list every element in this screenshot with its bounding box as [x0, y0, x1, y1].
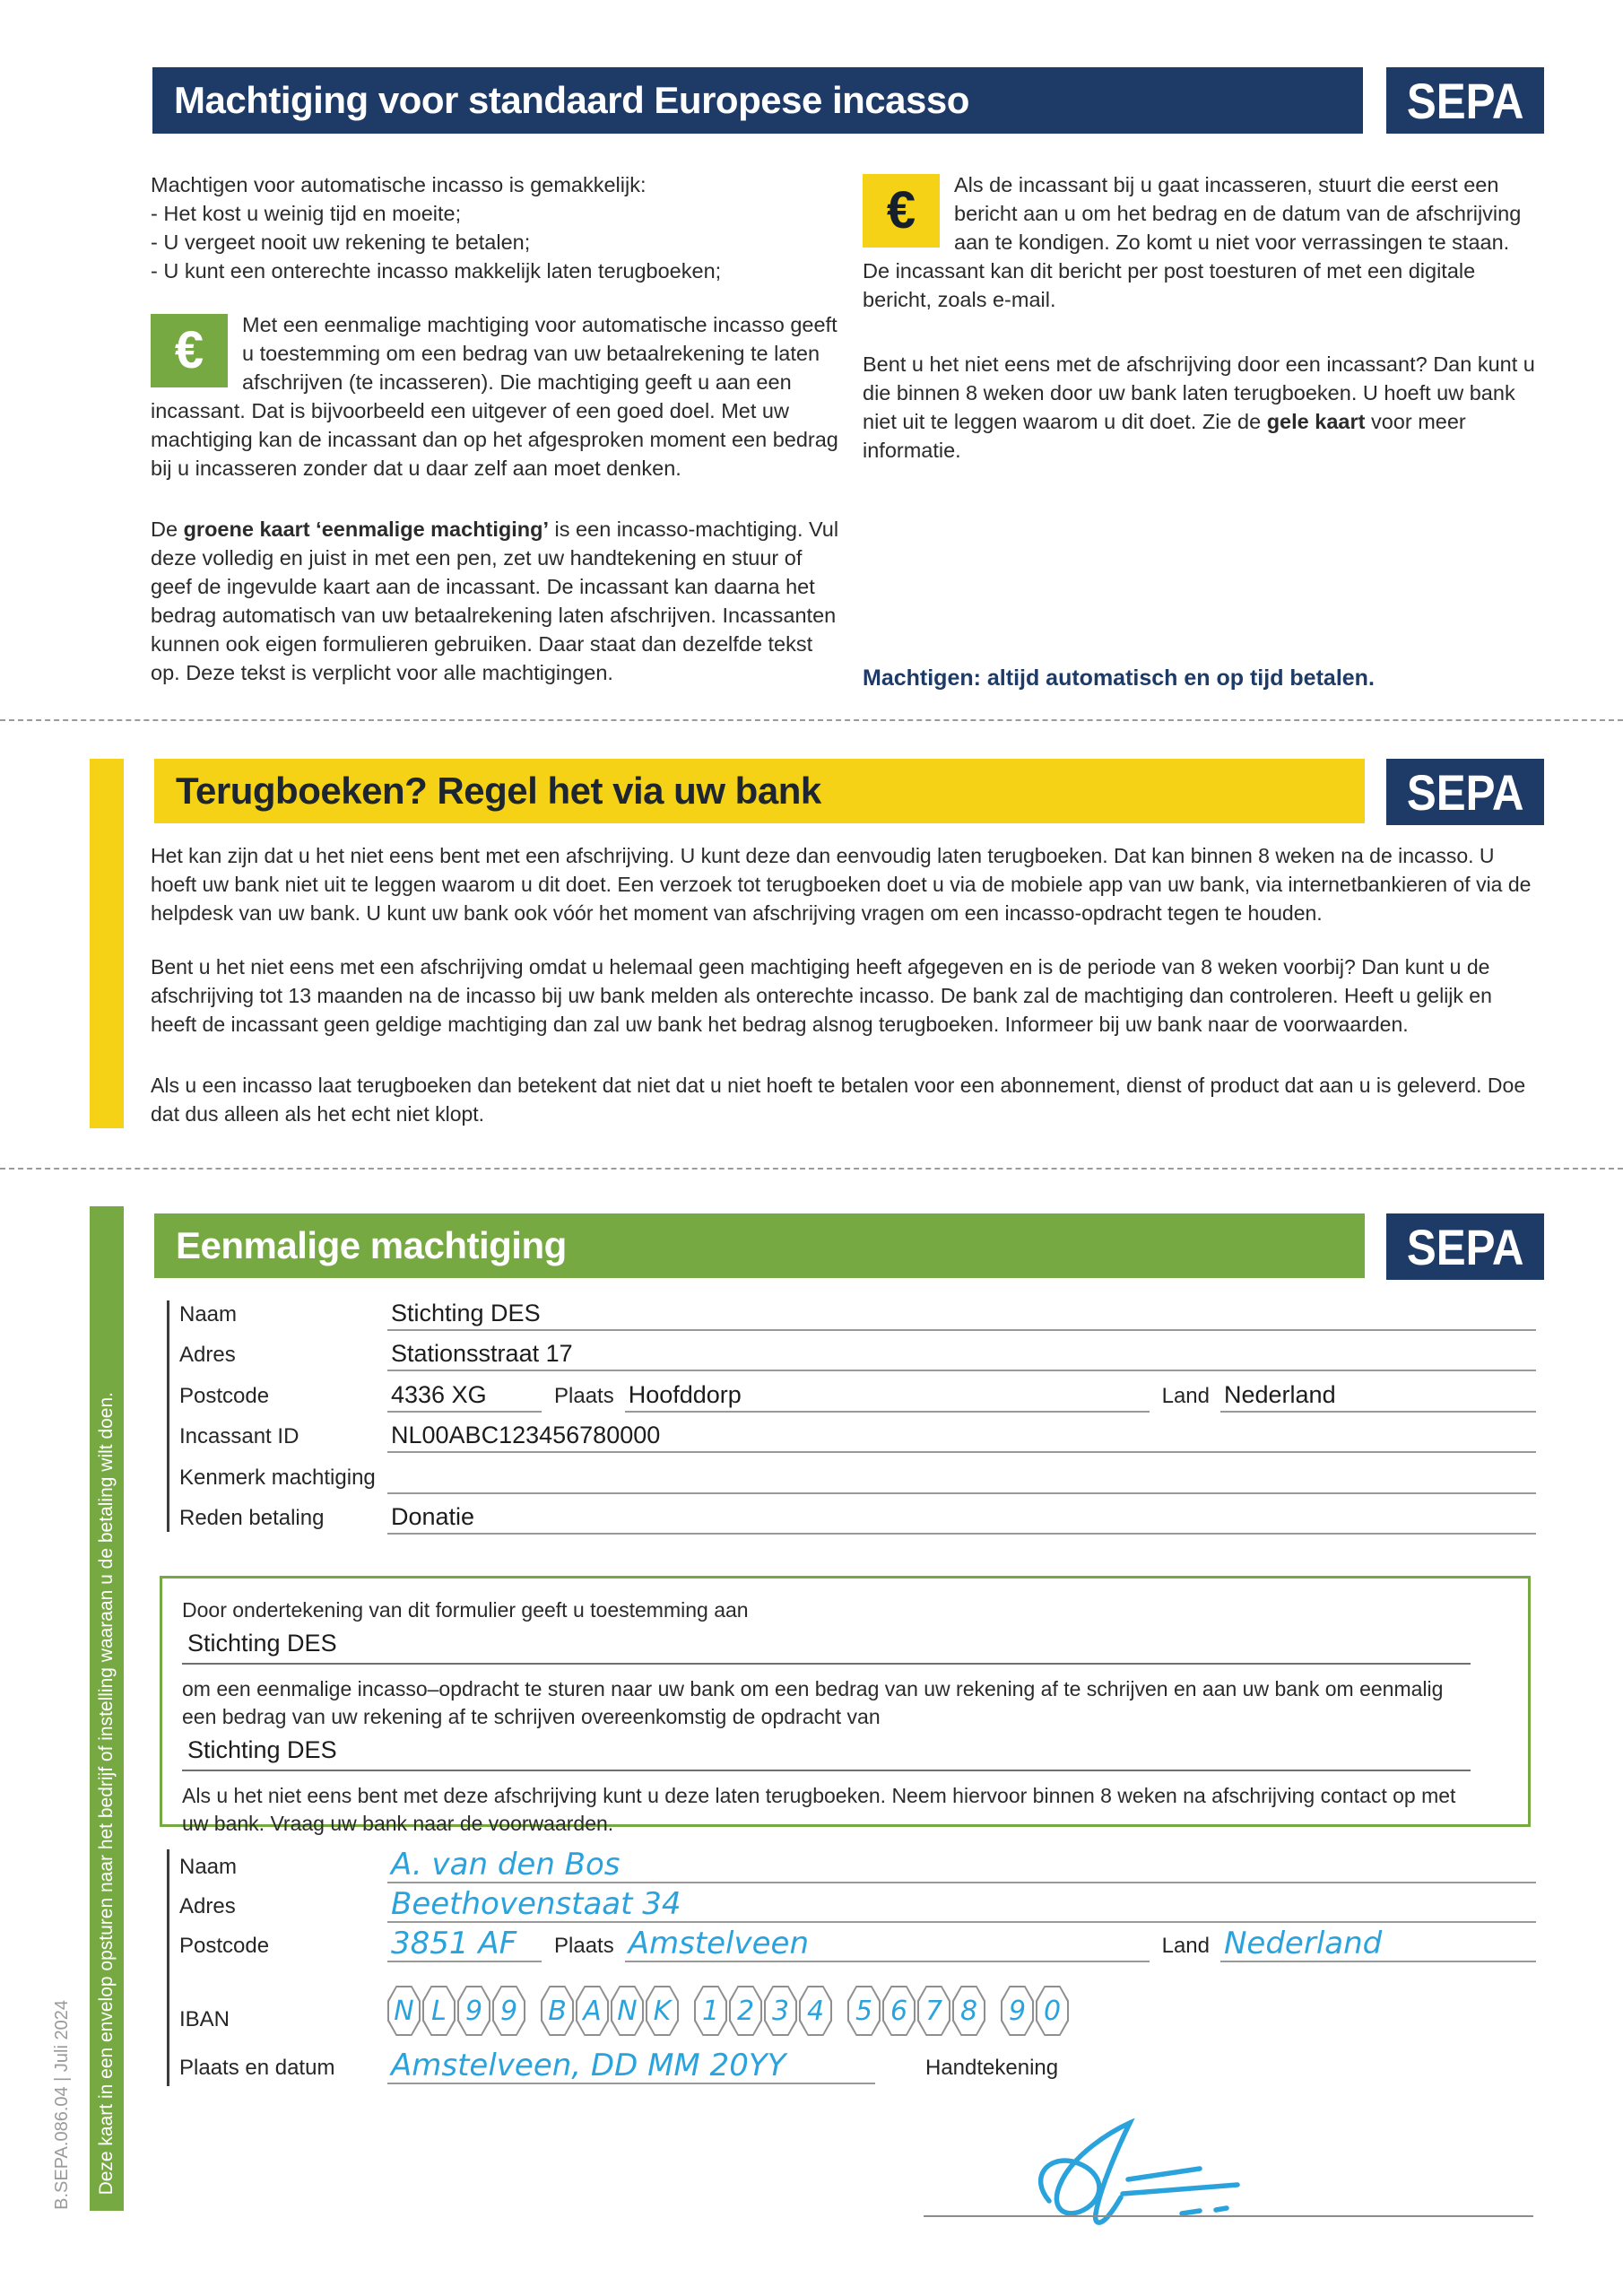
signature-icon: [1022, 2118, 1318, 2231]
plaats-field[interactable]: [625, 1928, 1150, 1962]
incassant-id-value: NL00ABC123456780000: [391, 1422, 661, 1448]
label-postcode: Postcode: [179, 1934, 270, 1958]
iban-cell[interactable]: 6: [882, 1986, 916, 2036]
reden-value: Donatie: [391, 1503, 475, 1530]
intro-line: - Het kost u weinig tijd en moeite;: [151, 202, 462, 225]
intro-line: - U vergeet nooit uw rekening te betalen;: [151, 230, 531, 254]
creditor-form: [179, 1290, 1536, 1535]
signature-line[interactable]: [924, 2215, 1533, 2217]
paragraph-text: Als de incassant bij u gaat incasseren, stuurt die eerst een bericht aan u om het bedrag en de datum van de afschrijving aan te kondigen. Zo komt u niet voor verrassingen te staan. De incassant kan dit bericht per post toesturen of met een digitale bericht, zoals e-mail.: [863, 173, 1522, 311]
incassant-id-field[interactable]: [387, 1419, 1536, 1453]
label-handtekening: Handtekening: [925, 2056, 1059, 2080]
postcode-value: 4336 XG: [391, 1380, 487, 1408]
iban-cell[interactable]: 5: [847, 1986, 881, 2036]
euro-glyph: €: [174, 321, 204, 379]
label-naam: Naam: [179, 1301, 238, 1326]
paragraph-gele-kaart: [863, 350, 1537, 465]
field-row-postcode: [179, 1923, 1536, 1962]
reden-field[interactable]: [387, 1500, 1536, 1535]
iban-group[interactable]: [387, 1986, 527, 2036]
postcode-field[interactable]: [387, 1378, 542, 1413]
terugboeken-paragraph: Het kan zijn dat u het niet eens bent met een afschrijving. U kunt deze dan eenvoudig laten terugboeken. Dat kan binnen 8 weken na de incasso. U hoeft uw bank niet uit te leggen waarom u dit doet. Een verzoek tot terugboeken doet u via de mobiele app van uw bank, via internetbankieren of via de helpdesk van uw bank. U kunt uw bank ook vóór het moment van afschrijving vragen om een incasso-opdracht tegen te houden.: [151, 844, 1532, 925]
naam-field[interactable]: [387, 1849, 1536, 1883]
section2-header-bar: [154, 759, 1365, 823]
naam-value: Stichting DES: [391, 1299, 541, 1326]
iban-cell[interactable]: 9: [1001, 1986, 1034, 2036]
iban-cell[interactable]: N: [387, 1986, 421, 2036]
sepa-logo-3: [1386, 1213, 1544, 1280]
field-row-incassant-id: [179, 1413, 1536, 1454]
kenmerk-field[interactable]: [387, 1460, 1536, 1494]
consent-line: om een eenmalige incasso–opdracht te sturen naar uw bank om een bedrag van uw rekening af te schrijven en aan uw bank om eenmalig een bedrag van uw rekening af te schrijven overeenkomstig de opdracht van: [182, 1677, 1444, 1728]
signature-area[interactable]: [1022, 2118, 1318, 2231]
land-handwritten: Nederland: [1224, 1926, 1383, 1961]
paragraph-euro-left: [151, 310, 843, 483]
label-plaats: Plaats: [554, 1934, 614, 1958]
land-field[interactable]: [1220, 1928, 1536, 1962]
field-row-adres: [179, 1883, 1536, 1923]
iban-cell[interactable]: B: [541, 1986, 574, 2036]
paragraph-text: De: [151, 517, 184, 541]
iban-cell[interactable]: K: [646, 1986, 679, 2036]
paragraph-text: Bent u het niet eens met de afschrijving door een incassant? Dan kunt u die binnen 8 weken door uw bank laten terugboeken. U hoeft uw bank niet uit te leggen waarom u dit doet. Zie de: [863, 352, 1535, 433]
label-reden: Reden betaling: [179, 1506, 325, 1530]
iban-cell[interactable]: 9: [457, 1986, 490, 2036]
sepa-logo-text: SEPA: [1406, 72, 1524, 129]
plaats-datum-field[interactable]: [387, 2050, 875, 2084]
bold-gele-kaart: gele kaart: [1266, 410, 1366, 433]
adres-field[interactable]: [387, 1886, 1536, 1923]
field-row-plaats-datum: [179, 2043, 1536, 2084]
iban-cell[interactable]: 1: [694, 1986, 727, 2036]
iban-cell[interactable]: 9: [492, 1986, 525, 2036]
terugboeken-paragraph: Als u een incasso laat terugboeken dan betekent dat niet dat u niet hoeft te betalen voor een abonnement, dienst of product dat aan u is geleverd. Doe dat dus alleen als het echt niet klopt.: [151, 1074, 1526, 1126]
paragraph-text: Met een eenmalige machtiging voor automatische incasso geeft u toestemming om een bedrag van uw betaalrekening te laten afschrijven (te incasseren). Die machtiging geeft u aan een incassant. Dat is bijvoorbeeld een uitgever of een goed doel. Met uw machtiging kan de incassant dan op het afgesproken moment een bedrag bij u incasseren zonder dat u daar zelf aan moet denken.: [151, 313, 838, 480]
section3-header-bar: [154, 1213, 1365, 1278]
cut-line-2: [0, 1168, 1623, 1170]
section2-title: Terugboeken? Regel het via uw bank: [176, 770, 821, 812]
paragraph-euro-right: [863, 170, 1537, 314]
postcode-field[interactable]: [387, 1928, 542, 1962]
postcode-handwritten: 3851 AF: [391, 1926, 517, 1961]
adres-field[interactable]: [387, 1337, 1536, 1371]
naam-handwritten: A. van den Bos: [391, 1847, 621, 1883]
cut-line-1: [0, 719, 1623, 721]
sepa-logo-2: [1386, 759, 1544, 825]
section2-body: [151, 841, 1539, 1128]
label-iban: IBAN: [179, 2007, 230, 2031]
iban-group[interactable]: [694, 1986, 834, 2036]
consent-creditor-name: Stichting DES: [182, 1628, 1471, 1665]
sepa-logo-1: [1386, 67, 1544, 134]
tagline: Machtigen: altijd automatisch en op tijd betalen.: [863, 665, 1375, 691]
adres-value: Stationsstraat 17: [391, 1340, 573, 1367]
paragraph-green-card: [151, 515, 843, 687]
label-kenmerk: Kenmerk machtiging: [179, 1465, 376, 1490]
field-row-kenmerk: [179, 1453, 1536, 1494]
green-side-bar: [90, 1206, 124, 2211]
label-incassant-id: Incassant ID: [179, 1424, 299, 1448]
label-postcode: Postcode: [179, 1383, 270, 1408]
iban-cell[interactable]: 3: [764, 1986, 797, 2036]
label-land: Land: [1161, 1383, 1210, 1408]
plaats-value: Hoofddorp: [628, 1380, 742, 1408]
sidebar-note: Deze kaart in een envelop opsturen naar het bedrijf of instelling waaraan u de betaling wilt doen.: [96, 1391, 117, 2195]
land-value: Nederland: [1224, 1380, 1336, 1408]
iban-comb[interactable]: [387, 1986, 1071, 2036]
section1-right-column: [863, 170, 1537, 465]
field-row-reden: [179, 1494, 1536, 1535]
euro-glyph: €: [886, 181, 916, 239]
yellow-side-bar: [90, 759, 124, 1128]
plaats-field[interactable]: [625, 1378, 1150, 1413]
iban-cell[interactable]: 0: [1036, 1986, 1069, 2036]
euro-icon-green: [151, 314, 228, 387]
naam-field[interactable]: [387, 1297, 1536, 1331]
land-field[interactable]: [1220, 1378, 1536, 1413]
iban-group[interactable]: [541, 1986, 681, 2036]
debtor-form: [179, 1844, 1536, 2084]
field-row-naam: [179, 1844, 1536, 1883]
iban-cell[interactable]: 8: [952, 1986, 985, 2036]
section1-title: Machtiging voor standaard Europese incasso: [174, 79, 969, 121]
plaats-handwritten: Amstelveen: [628, 1926, 809, 1961]
label-land: Land: [1161, 1934, 1210, 1958]
label-adres: Adres: [179, 1894, 236, 1918]
creditor-group-rule: [167, 1300, 169, 1532]
section1-header-bar: [152, 67, 1363, 134]
paragraph-text: is een incasso-machtiging. Vul deze volledig en juist in met een pen, zet uw handtekening en stuur of geef de ingevulde kaart aan de incassant. De incassant kan daarna het bedrag automatisch van uw betaalrekening laten afschrijven. Incassanten kunnen ook eigen formulieren gebruiken. Daar staat dan dezelfde tekst op. Deze tekst is verplicht voor alle machtigingen.: [151, 517, 839, 684]
label-naam: Naam: [179, 1855, 238, 1879]
iban-group[interactable]: [1001, 1986, 1071, 2036]
field-row-adres: [179, 1331, 1536, 1372]
paragraph-text: voor meer informatie.: [863, 410, 1466, 462]
label-plaats: Plaats: [554, 1383, 614, 1408]
iban-cell[interactable]: 4: [799, 1986, 832, 2036]
field-row-iban: [179, 1986, 1536, 2036]
iban-cell[interactable]: N: [611, 1986, 644, 2036]
consent-creditor-name: Stichting DES: [182, 1735, 1471, 1771]
form-code: B.SEPA.086.04 | Juli 2024: [52, 2000, 72, 2210]
bold-green-card: groene kaart ‘eenmalige machtiging’: [183, 517, 550, 541]
iban-cell[interactable]: 7: [917, 1986, 950, 2036]
plaats-datum-handwritten: Amstelveen, DD MM 20YY: [391, 2048, 786, 2083]
field-row-naam: [179, 1290, 1536, 1331]
sepa-logo-text: SEPA: [1406, 763, 1524, 821]
sepa-logo-text: SEPA: [1406, 1218, 1524, 1275]
label-plaats-datum: Plaats en datum: [179, 2056, 335, 2080]
section3-title: Eenmalige machtiging: [176, 1224, 567, 1266]
iban-group[interactable]: [847, 1986, 987, 2036]
iban-cell[interactable]: A: [576, 1986, 609, 2036]
iban-cell[interactable]: L: [422, 1986, 456, 2036]
intro-line: - U kunt een onterechte incasso makkelijk laten terugboeken;: [151, 259, 722, 283]
consent-box: [160, 1576, 1531, 1835]
debtor-group-rule: [167, 1849, 169, 2086]
label-adres: Adres: [179, 1343, 236, 1367]
euro-icon-yellow: [863, 174, 940, 248]
consent-line: Door ondertekening van dit formulier geeft u toestemming aan: [182, 1598, 749, 1622]
iban-cell[interactable]: 2: [729, 1986, 762, 2036]
adres-handwritten: Beethovenstaat 34: [391, 1886, 681, 1922]
section1-left-column: [151, 170, 843, 687]
field-row-postcode: [179, 1371, 1536, 1413]
intro-line: Machtigen voor automatische incasso is gemakkelijk:: [151, 173, 647, 196]
terugboeken-paragraph: Bent u het niet eens met een afschrijving omdat u helemaal geen machtiging heeft afgegeven en is de periode van 8 weken voorbij? Dan kunt u de afschrijving tot 13 maanden na de incasso bij uw bank melden als onterechte incasso. De bank zal de machtiging dan controleren. Heeft u gelijk en heeft de incassant geen geldige machtiging dan zal uw bank het bedrag alsnog terugboeken. Informeer bij uw bank naar de voorwaarden.: [151, 955, 1492, 1036]
consent-line: Als u het niet eens bent met deze afschrijving kunt u deze laten terugboeken. Neem hiervoor binnen 8 weken na afschrijving contact op met uw bank. Vraag uw bank naar de voorwaarden.: [182, 1784, 1456, 1835]
